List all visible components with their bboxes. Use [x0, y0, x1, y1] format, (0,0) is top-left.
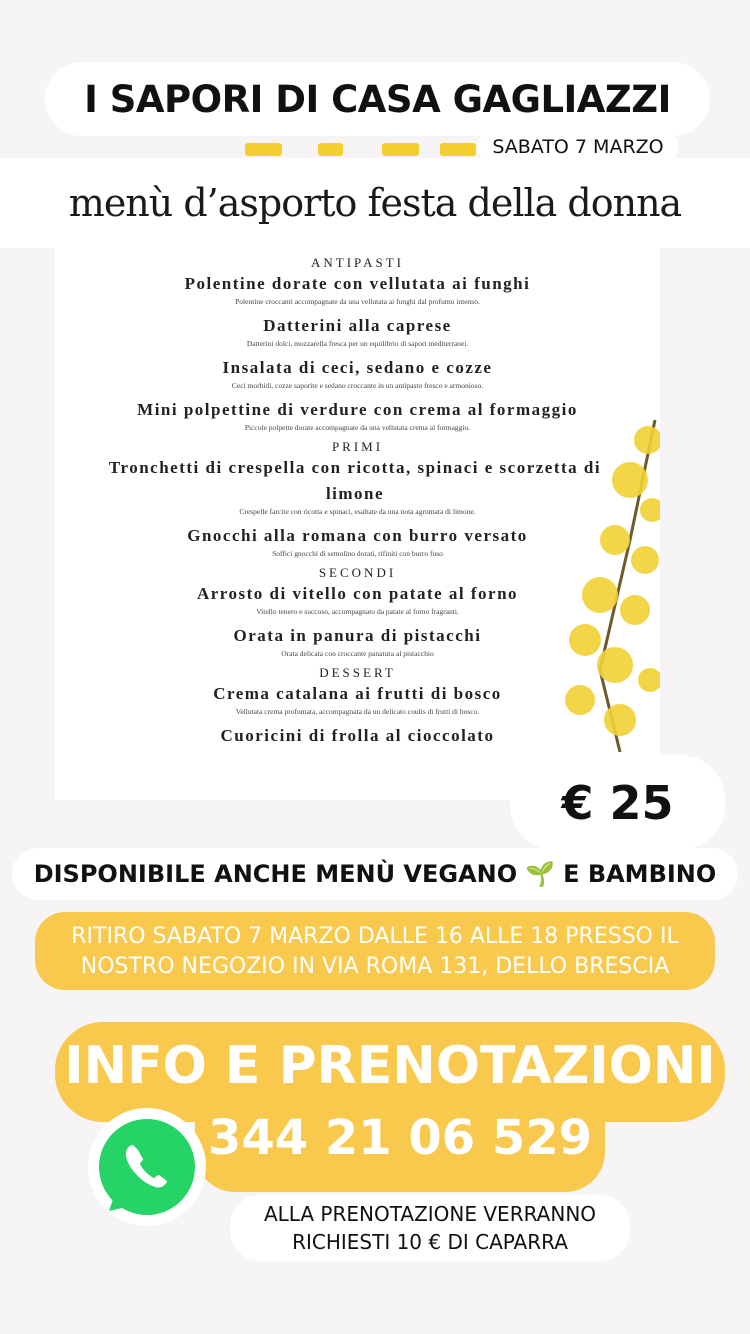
menu-section-title: ANTIPASTI: [311, 255, 404, 270]
deposit-note-line: RICHIESTI 10 € DI CAPARRA: [292, 1230, 568, 1254]
menu-dish-description: Vitello tenero e succoso, accompagnato da patate al forno fragranti.: [256, 607, 459, 616]
shop-title: I SAPORI DI CASA GAGLIAZZI: [45, 62, 710, 136]
event-date: SABATO 7 MARZO: [478, 134, 678, 160]
decorative-dash: [382, 143, 419, 156]
menu-subtitle: menù d’asporto festa della donna: [0, 158, 750, 248]
phone-number[interactable]: 344 21 06 529: [195, 1100, 605, 1192]
menu-section-title: DESSERT: [319, 665, 396, 680]
vegan-text: DISPONIBILE ANCHE MENÙ VEGANO: [33, 860, 518, 888]
menu-dish-description: Datterini dolci, mozzarella fresca per un equilibrio di sapori mediterranei.: [246, 339, 469, 348]
sprout-icon: 🌱: [525, 860, 556, 888]
menu-dish: Crema catalana ai frutti di bosco: [213, 684, 502, 703]
menu-dish: Arrosto di vitello con patate al forno: [196, 584, 519, 603]
menu-dish: Insalata di ceci, sedano e cozze: [222, 358, 493, 377]
deposit-note-line: ALLA PRENOTAZIONE VERRANNO: [263, 1202, 597, 1226]
menu-section-title: SECONDI: [318, 565, 397, 580]
pickup-info: [35, 912, 715, 990]
child-text: E BAMBINO: [563, 860, 717, 888]
menu-dish: Polentine dorate con vellutata ai funghi: [184, 274, 531, 293]
pickup-line: NOSTRO NEGOZIO IN VIA ROMA 131, DELLO BRESCIA: [80, 954, 670, 979]
menu-dish-description: Soffici gnocchi di semolino dorati, rifiniti con burro fuso: [272, 549, 443, 558]
menu-dish-description: Piccole polpette dorate accompagnate da una vellutata crema al formaggio.: [244, 423, 471, 432]
menu-dish: Gnocchi alla romana con burro versato: [187, 526, 528, 545]
decorative-dash: [318, 143, 343, 156]
menu-dish: Tronchetti di crespella con ricotta, spinaci e scorzetta di limone: [108, 458, 602, 503]
decorative-dash: [245, 143, 282, 156]
menu-dish: Orata in panura di pistacchi: [233, 626, 482, 645]
deposit-note: [230, 1195, 630, 1261]
menu-dish-description: Orata delicata con croccante panatura al pistacchio: [281, 649, 434, 658]
info-title: INFO E PRENOTAZIONI: [55, 1022, 725, 1122]
price-label: € 25: [510, 755, 725, 850]
vegan-menu-banner: [12, 848, 738, 900]
whatsapp-icon[interactable]: [88, 1108, 206, 1226]
decorative-dash: [440, 143, 476, 156]
menu-dish-description: Crespelle farcite con ricotta e spinaci, esaltate da una nota agrumata di limone.: [239, 507, 476, 516]
menu-section-title: PRIMI: [331, 439, 384, 454]
menu-dish-description: Vellutata crema profumata, accompagnata da un delicato coulis di frutti di bosco.: [235, 707, 480, 716]
mimosa-flowers-image: [560, 420, 660, 752]
menu-dish: Datterini alla caprese: [263, 316, 452, 335]
menu-dish: Cuoricini di frolla al cioccolato: [220, 726, 495, 745]
menu-dish: Mini polpettine di verdure con crema al formaggio: [137, 400, 578, 419]
pickup-line: RITIRO SABATO 7 MARZO DALLE 16 ALLE 18 PRESSO IL: [71, 924, 679, 949]
menu-dish-description: Polentine croccanti accompagnate da una vellutata ai funghi dal profumo intenso.: [235, 297, 480, 306]
menu-dish-description: Ceci morbidi, cozze saporite e sedano croccante in un antipasto fresco e armonioso.: [231, 381, 484, 390]
